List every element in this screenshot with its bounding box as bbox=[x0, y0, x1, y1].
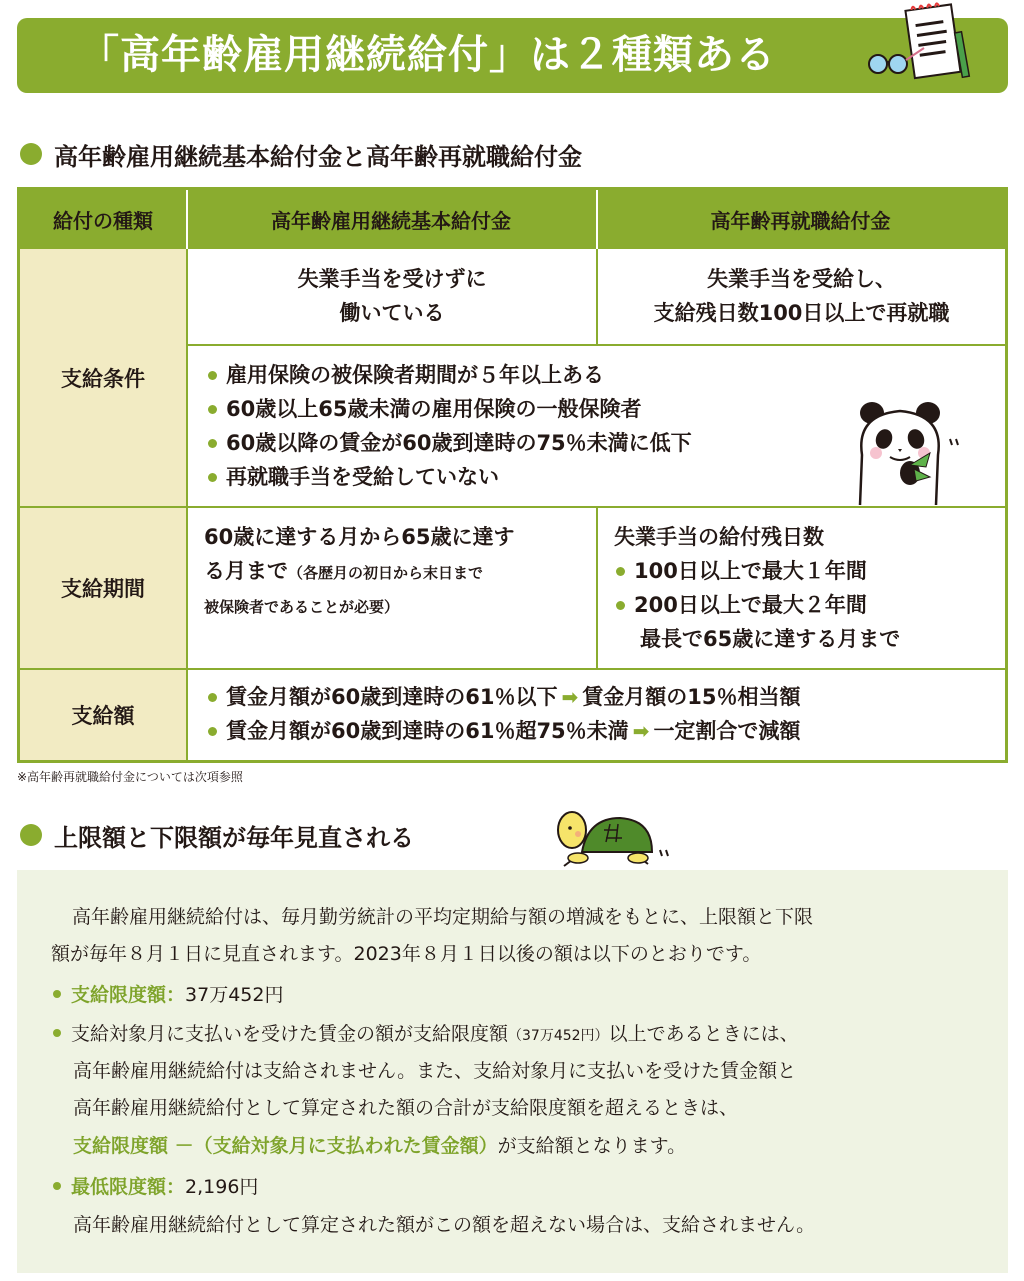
list-item: 60歳以上65歳未満の雇用保険の一般保険者 bbox=[206, 392, 692, 426]
row-label-conditions: 支給条件 bbox=[20, 249, 186, 506]
table-header-type: 給付の種類 bbox=[20, 190, 186, 249]
bullet-icon bbox=[53, 990, 61, 998]
bullet-icon bbox=[53, 1182, 61, 1190]
minimum-desc-line: 高年齢雇用継続給付として算定された額がこの額を超えない場合は、支給されません。 bbox=[73, 1214, 816, 1236]
limit-amount-line: 支給限度額：37万452円 bbox=[53, 980, 283, 1007]
list-item: 100日以上で最大１年間 bbox=[614, 554, 1004, 588]
divider bbox=[596, 249, 598, 345]
limits-info-box bbox=[17, 870, 1008, 1273]
arrow-right-icon: ➡ bbox=[632, 719, 650, 743]
period-reemployment: 失業手当の給付残日数 100日以上で最大１年間 200日以上で最大２年間 最長で65歳に達する月まで bbox=[614, 520, 1004, 656]
divider bbox=[186, 249, 188, 760]
panda-illustration-icon bbox=[850, 395, 970, 505]
notepad-glasses-icon bbox=[858, 2, 978, 87]
divider bbox=[20, 506, 1005, 508]
header-divider bbox=[186, 190, 188, 249]
condition-basic: 失業手当を受けずに 働いている bbox=[297, 267, 487, 325]
section-heading-limits: 上限額と下限額が毎年見直される bbox=[20, 817, 414, 853]
list-item: 再就職手当を受給していない bbox=[206, 460, 692, 494]
footnote: ※高年齢再就職給付金については次項参照 bbox=[17, 770, 243, 784]
list-item: 賃金月額が60歳到達時の61％超75％未満 ➡ 一定割合で減額 bbox=[206, 714, 800, 748]
minimum-amount-line: 最低限度額：2,196円 bbox=[53, 1172, 258, 1199]
divider bbox=[20, 668, 1005, 670]
table-header-basic: 高年齢雇用継続基本給付金 bbox=[186, 190, 596, 249]
limit-desc-line-2: 高年齢雇用継続給付は支給されません。また、支給対象月に支払いを受けた賃金額と bbox=[73, 1060, 797, 1082]
intro-line-2: 額が毎年８月１日に見直されます。2023年８月１日以後の額は以下のとおりです。 bbox=[51, 943, 762, 965]
list-item: 60歳以降の賃金が60歳到達時の75％未満に低下 bbox=[206, 426, 692, 460]
limit-desc-line-1: 支給対象月に支払いを受けた賃金の額が支給限度額（37万452円）以上であるときには、 bbox=[53, 1019, 799, 1046]
list-item: 賃金月額が60歳到達時の61％以下 ➡ 賃金月額の15％相当額 bbox=[206, 680, 800, 714]
turtle-illustration-icon bbox=[548, 808, 678, 870]
period-basic: 60歳に達する月から65歳に達す る月まで（各歴月の初日から末日まで 被保険者であることが必要） bbox=[204, 525, 515, 616]
list-item: 200日以上で最大２年間 bbox=[614, 588, 1004, 622]
amount-list bbox=[206, 680, 800, 748]
row-label-period: 支給期間 bbox=[20, 508, 186, 668]
green-dot-icon bbox=[20, 143, 42, 165]
intro-line-1: 高年齢雇用継続給付は、毎月勤労統計の平均定期給与額の増減をもとに、上限額と下限 bbox=[72, 906, 814, 928]
condition-reemployment: 失業手当を受給し、 支給残日数100日以上で再就職 bbox=[653, 267, 950, 325]
green-dot-icon bbox=[20, 824, 42, 846]
header-divider bbox=[596, 190, 598, 249]
limit-formula-line: 支給限度額 －（支給対象月に支払われた賃金額）が支給額となります。 bbox=[73, 1135, 687, 1157]
list-item: 雇用保険の被保険者期間が５年以上ある bbox=[206, 358, 692, 392]
arrow-right-icon: ➡ bbox=[561, 685, 579, 709]
section-heading-benefit-types: 高年齢雇用継続基本給付金と高年齢再就職給付金 bbox=[20, 136, 582, 172]
bullet-icon bbox=[53, 1029, 61, 1037]
divider bbox=[186, 344, 1005, 346]
row-label-amount: 支給額 bbox=[20, 670, 186, 760]
table-header-reemployment: 高年齢再就職給付金 bbox=[596, 190, 1005, 249]
common-conditions-list bbox=[206, 358, 692, 494]
divider bbox=[596, 508, 598, 670]
page-title: 「高年齢雇用継続給付」は２種類ある bbox=[79, 32, 776, 78]
limit-desc-line-3: 高年齢雇用継続給付として算定された額の合計が支給限度額を超えるときは、 bbox=[73, 1097, 739, 1119]
